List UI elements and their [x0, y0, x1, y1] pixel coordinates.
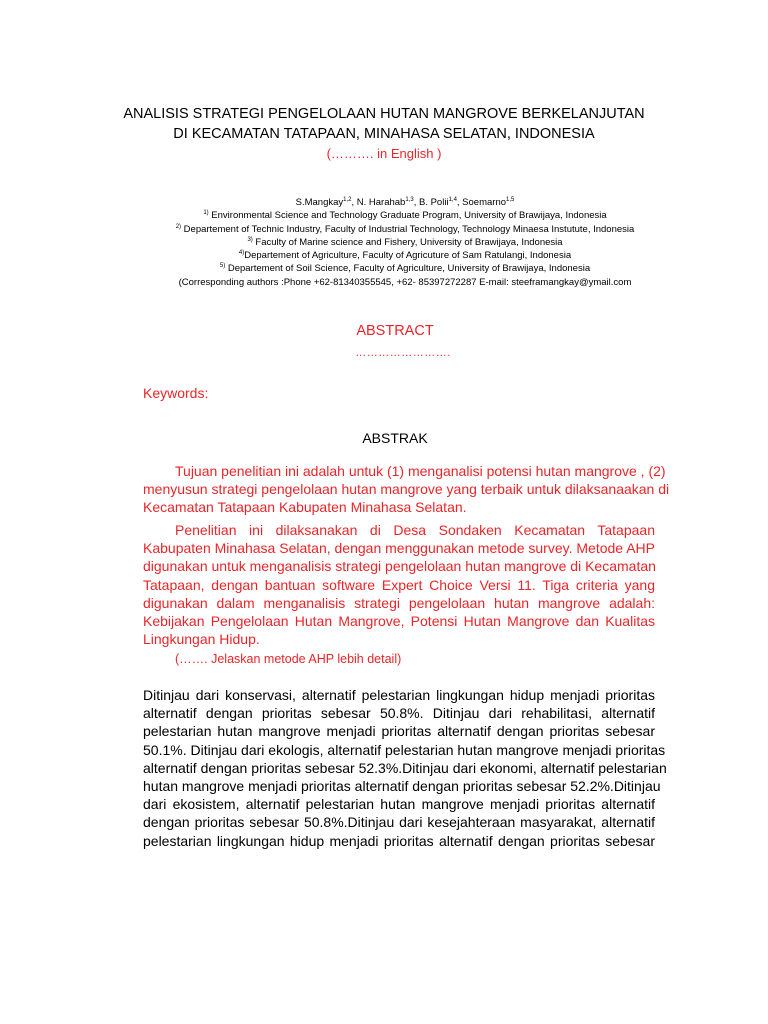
affiliation-1: $^{1)}$ Environmental Science and Technology Graduate Program, University of Brawijaya, Indonesia [203, 210, 607, 222]
paragraph-line: pelestarian lingkungan hidup menjadi prioritas alternatif dengan prioritas sebesar [143, 832, 655, 849]
affiliation-4: $^{4)}$Departement of Agriculture, Faculty of Agricuture of Sam Ratulangi, Indonesia [238, 250, 572, 262]
abstrak-paragraph-3 [143, 686, 667, 850]
paragraph-line: Tatapaan, dengan bantuan software Expert Choice Versi 11. Tiga criteria yang [143, 576, 655, 593]
paragraph-line: 50.1%. Ditinjau dari ekologis, alternatif pelestarian hutan mangrove menjadi prioritas [143, 741, 666, 758]
paragraph-line: Kabupaten Minahasa Selatan, dengan menggunakan metode survey. Metode AHP [143, 540, 655, 557]
keywords-label: Keywords: [143, 385, 209, 401]
paragraph-line: hutan mangrove menjadi prioritas alternatif dengan prioritas sebesar 52.2%.Ditinjau [143, 778, 661, 795]
affiliation-2: $^{2)}$ Departement of Technic Industry, Faculty of Industrial Technology, Technology Minaesa Instutute, Indonesia [175, 223, 635, 235]
paragraph-line: Tujuan penelitian ini adalah untuk (1) menganalisi potensi hutan mangrove , (2) [175, 463, 666, 479]
title-line-2: DI KECAMATAN TATAPAAN, MINAHASA SELATAN, INDONESIA [173, 126, 595, 142]
paragraph-line: Lingkungan Hidup. [143, 631, 260, 648]
paragraph-line: Penelitian ini dilaksanakan di Desa Sondaken Kecamatan Tatapaan [175, 522, 655, 538]
title-line-1: ANALISIS STRATEGI PENGELOLAAN HUTAN MANGROVE BERKELANJUTAN [123, 106, 645, 122]
paragraph-line: alternatif dengan prioritas sebesar 52.3%.Ditinjau dari ekonomi, alternatif pelestarian [143, 759, 667, 776]
abstract-placeholder: ……………………. [355, 347, 451, 359]
paragraph-line: menyusun strategi pengelolaan hutan mangrove yang terbaik untuk dilaksanaakan di [143, 481, 670, 498]
affiliation-3: $^{3)}$ Faculty of Marine science and Fishery, University of Brawijaya, Indonesia [247, 236, 563, 248]
paragraph-line: alternatif dengan prioritas sebesar 50.8%. Ditinjau dari rehabilitasi, alternatif [143, 705, 655, 722]
ahp-method-note: (……. Jelaskan metode AHP lebih detail) [175, 652, 402, 666]
paragraph-line: Kebijakan Pengelolaan Hutan Mangrove, Potensi Hutan Mangrove dan Kualitas [143, 613, 655, 630]
paragraph-line: pelestarian hutan mangrove menjadi prioritas alternatif dengan prioritas sebesar [143, 723, 655, 740]
paper-title [0, 104, 768, 164]
abstrak-paragraph-1 [143, 462, 670, 517]
paragraph-line: Kecamatan Tatapaan Kabupaten Minahasa Selatan. [143, 499, 467, 516]
english-title-placeholder: (………. in English ) [326, 146, 442, 161]
abstrak-paragraph-2 [143, 521, 655, 648]
affiliation-5: $^{5)}$ Departement of Soil Science, Faculty of Agriculture, University of Brawijaya, Indonesia [219, 263, 591, 275]
paragraph-line: digunakan dalam menganalisis strategi pengelolaan hutan mangrove adalah: [143, 594, 655, 611]
abstract-heading: ABSTRACT [356, 323, 434, 339]
author-block [0, 196, 768, 289]
author-names: S.Mangkay$^{1,2}$, N. Harahab$^{1,3}$, B. Polii$^{1,4}$, Soemarno$^{1,5}$ [295, 197, 515, 208]
paragraph-line: dengan prioritas sebesar 50.8%.Ditinjau dari kesejahteraan masyarakat, alternatif [143, 814, 655, 831]
abstrak-heading: ABSTRAK [362, 430, 428, 446]
paragraph-line: dari ekosistem, alternatif pelestarian hutan mangrove menjadi prioritas alternatif [143, 796, 655, 813]
paragraph-line: digunakan untuk menganalisis strategi pengelolaan hutan mangrove di Kecamatan [143, 558, 656, 575]
paragraph-line: Ditinjau dari konservasi, alternatif pelestarian lingkungan hidup menjadi prioritas [143, 687, 655, 703]
corresponding-authors: (Corresponding authors :Phone +62-81340355545, +62- 85397272287 E-mail: steeframangkay@ymail.com [178, 276, 632, 288]
